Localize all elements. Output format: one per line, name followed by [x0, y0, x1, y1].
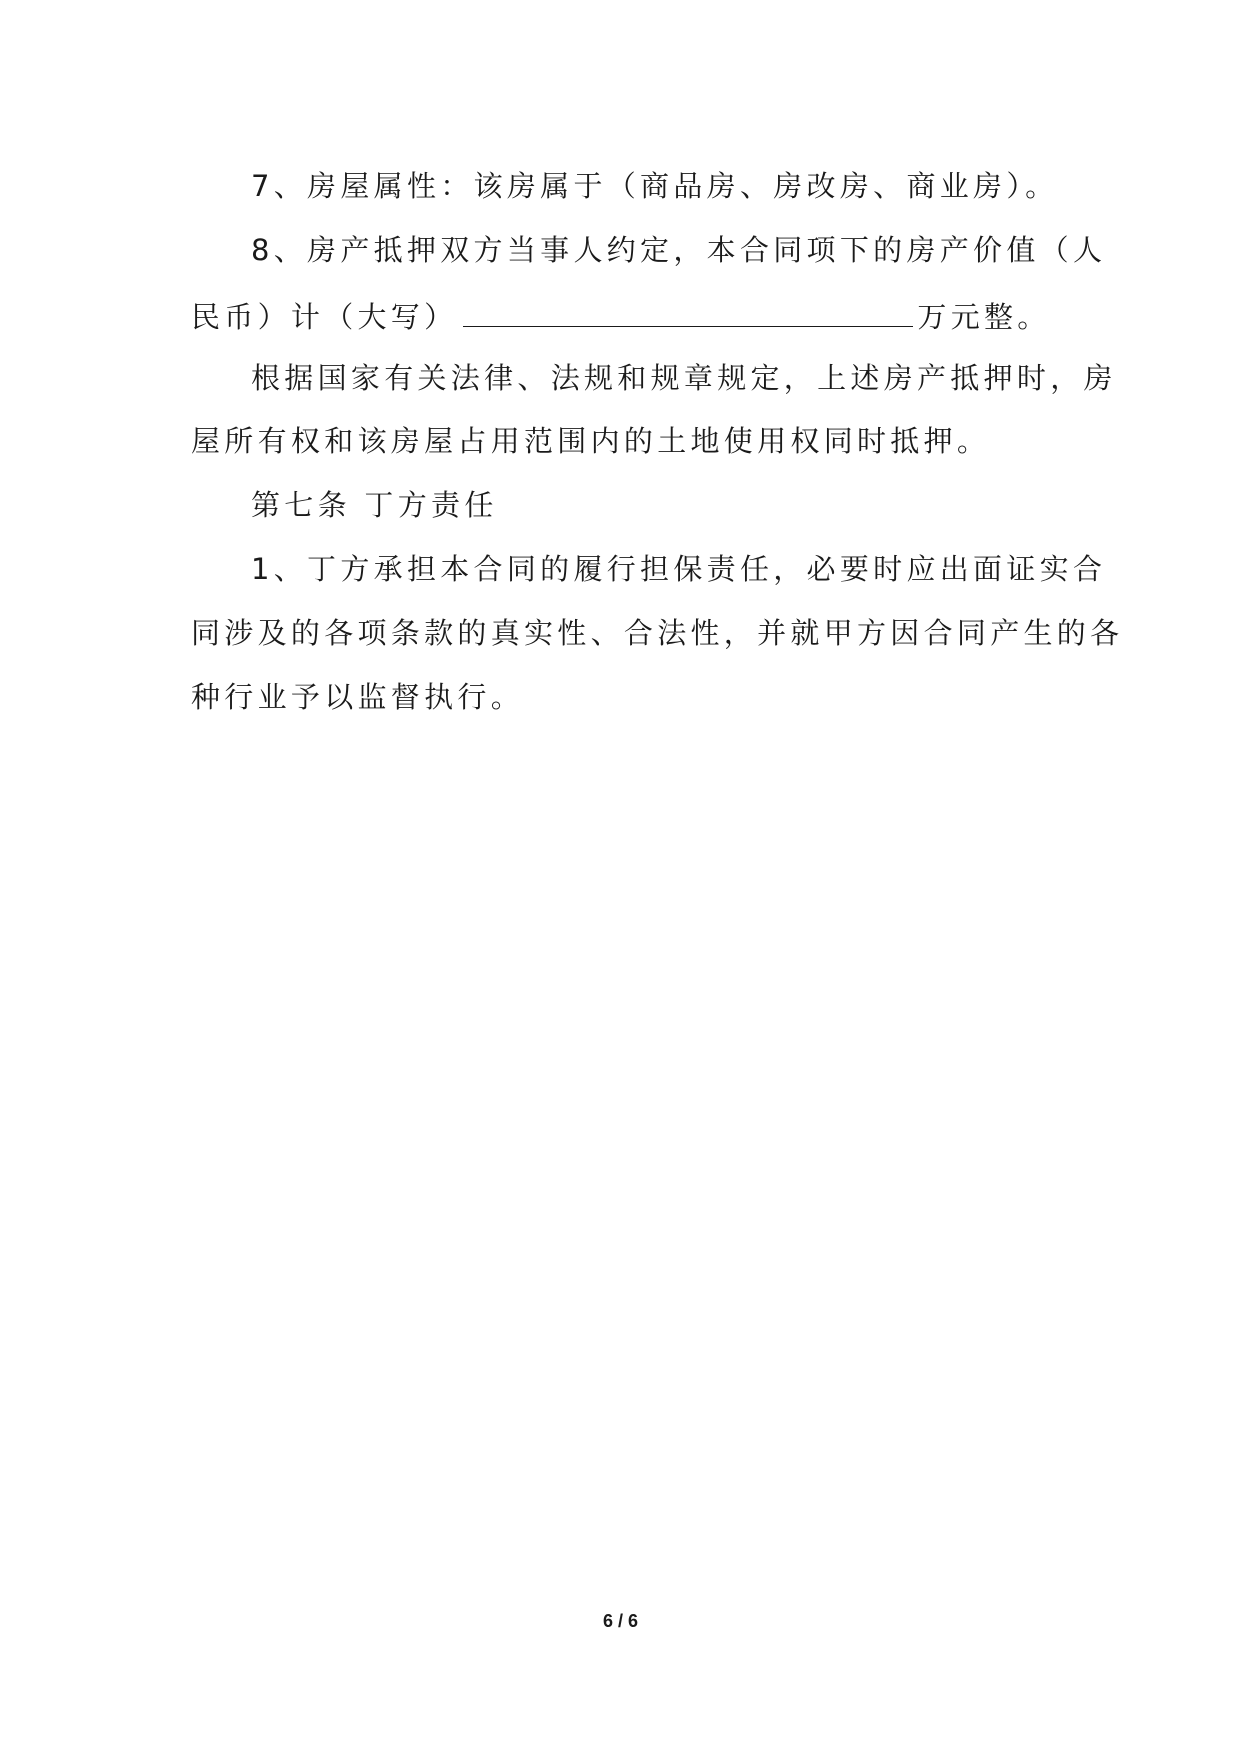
- clause-8-amount-suffix: 万元整。: [917, 300, 1051, 334]
- law-paragraph-line-2: 屋所有权和该房屋占用范围内的土地使用权同时抵押。: [191, 424, 991, 458]
- article-7-clause-1-line-2: 同涉及的各项条款的真实性、合法性，并就甲方因合同产生的各: [191, 616, 1124, 650]
- article-7-heading: 第七条 丁方责任: [251, 488, 498, 522]
- page-number: 6 / 6: [602, 1611, 639, 1631]
- clause-7-property-attribute: 7、房屋属性：该房属于（商品房、房改房、商业房）。: [251, 169, 1059, 203]
- law-paragraph-line-1: 根据国家有关法律、法规和规章规定，上述房产抵押时，房: [251, 361, 1117, 395]
- article-7-clause-1-line-1: 1、丁方承担本合同的履行担保责任，必要时应出面证实合: [251, 552, 1107, 586]
- clause-8-amount-prefix: 民币）计（大写）: [191, 300, 458, 334]
- amount-blank-field: [463, 294, 913, 327]
- clause-8-line-2: [191, 294, 1051, 337]
- clause-8-line-1: 8、房产抵押双方当事人约定，本合同项下的房产价值（人: [251, 233, 1107, 267]
- article-7-clause-1-line-3: 种行业予以监督执行。: [191, 680, 525, 714]
